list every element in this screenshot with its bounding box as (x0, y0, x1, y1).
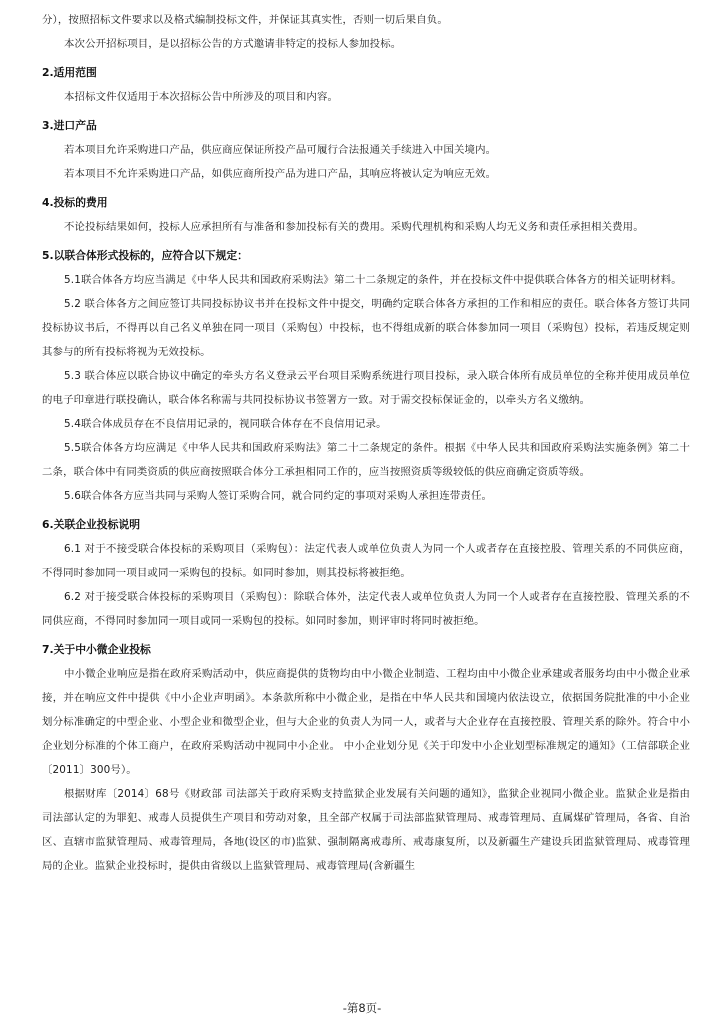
section-6-paragraph-1: 6.1 对于不接受联合体投标的采购项目（采购包）：法定代表人或单位负责人为同一个人或者存在直接控股、管理关系的不同供应商，不得同时参加同一项目或同一采购包的投标。如同时参加，则其投标将被拒绝。 (42, 543, 690, 579)
section-7-paragraph-2: 根据财库〔2014〕68号《财政部 司法部关于政府采购支持监狱企业发展有关问题的通知》，监狱企业视同小微企业。监狱企业是指由司法部认定的为罪犯、戒毒人员提供生产项目和劳动对象，且全部产权属于司法部监狱管理局、戒毒管理局、直属煤矿管理局，各省、自治区、直辖市监狱管理局、戒毒管理局，各地(设区的市)监狱、强制隔离戒毒所、戒毒康复所，以及新疆生产建设兵团监狱管理局、戒毒管理局的企业。监狱企业投标时，提供由省级以上监狱管理局、戒毒管理局(含新疆生 (42, 788, 690, 872)
page-number: -第8页- (342, 1001, 382, 1015)
section-3-paragraph-2: 若本项目不允许采购进口产品，如供应商所投产品为进口产品，其响应将被认定为响应无效。 (64, 168, 497, 180)
section-5-heading: 5.以联合体形式投标的，应符合以下规定： (42, 249, 248, 262)
section-5-paragraph-6: 5.6联合体各方应当共同与采购人签订采购合同，就合同约定的事项对采购人承担连带责任。 (64, 490, 493, 502)
section-5-paragraph-3: 5.3 联合体应以联合协议中确定的牵头方名义登录云平台项目采购系统进行项目投标，录入联合体所有成员单位的全称并使用成员单位的电子印章进行联投确认，联合体名称需与共同投标协议书签署方一致。对于需交投标保证金的，以牵头方名义缴纳。 (42, 370, 690, 406)
section-5-paragraph-2: 5.2 联合体各方之间应签订共同投标协议书并在投标文件中提交，明确约定联合体各方承担的工作和相应的责任。联合体各方签订共同投标协议书后，不得再以自己名义单独在同一项目（采购包）中投标，也不得组成新的联合体参加同一项目（采购包）投标，若违反规定则其参与的所有投标将视为无效投标。 (42, 298, 690, 358)
intro-paragraph-2: 本次公开招标项目，是以招标公告的方式邀请非特定的投标人参加投标。 (64, 38, 402, 50)
section-7-paragraph-1: 中小微企业响应是指在政府采购活动中，供应商提供的货物均由中小微企业制造、工程均由中小微企业承建或者服务均由中小微企业承接，并在响应文件中提供《中小企业声明函》。本条款所称中小微企业，是指在中华人民共和国境内依法设立，依据国务院批准的中小企业划分标准确定的中型企业、小型企业和微型企业，但与大企业的负责人为同一人，或者与大企业存在直接控股、管理关系的除外。符合中小企业划分标准的个体工商户，在政府采购活动中视同中小企业。 中小企业划分见《关于印发中小企业划型标准规定的通知》（工信部联企业〔2011〕300号）。 (42, 668, 690, 776)
intro-paragraph-1: 分），按照招标文件要求以及格式编制投标文件，并保证其真实性，否则一切后果自负。 (42, 14, 448, 26)
section-6-paragraph-2: 6.2 对于接受联合体投标的采购项目（采购包）：除联合体外，法定代表人或单位负责人为同一个人或者存在直接控股、管理关系的不同供应商，不得同时参加同一项目或同一采购包的投标。如同时参加，则评审时将同时被拒绝。 (42, 591, 690, 627)
section-4-paragraph-1: 不论投标结果如何，投标人应承担所有与准备和参加投标有关的费用。采购代理机构和采购人均无义务和责任承担相关费用。 (64, 221, 644, 233)
section-6-heading: 6.关联企业投标说明 (42, 518, 140, 531)
section-4-heading: 4.投标的费用 (42, 196, 108, 209)
section-5-paragraph-4: 5.4联合体成员存在不良信用记录的，视同联合体存在不良信用记录。 (64, 418, 387, 430)
section-3-heading: 3.进口产品 (42, 119, 97, 132)
section-2-heading: 2.适用范围 (42, 66, 97, 79)
section-5-paragraph-1: 5.1联合体各方均应当满足《中华人民共和国政府采购法》第二十二条规定的条件，并在投标文件中提供联合体各方的相关证明材料。 (64, 274, 682, 286)
section-2-paragraph-1: 本招标文件仅适用于本次招标公告中所涉及的项目和内容。 (64, 91, 339, 103)
document-body (42, 8, 690, 878)
section-7-heading: 7.关于中小微企业投标 (42, 643, 151, 656)
section-3-paragraph-1: 若本项目允许采购进口产品，供应商应保证所投产品可履行合法报通关手续进入中国关境内。 (64, 144, 497, 156)
section-5-paragraph-5: 5.5联合体各方均应满足《中华人民共和国政府采购法》第二十二条规定的条件。根据《中华人民共和国政府采购法实施条例》第二十二条，联合体中有同类资质的供应商按照联合体分工承担相同工作的，应当按照资质等级较低的供应商确定资质等级。 (42, 442, 690, 478)
